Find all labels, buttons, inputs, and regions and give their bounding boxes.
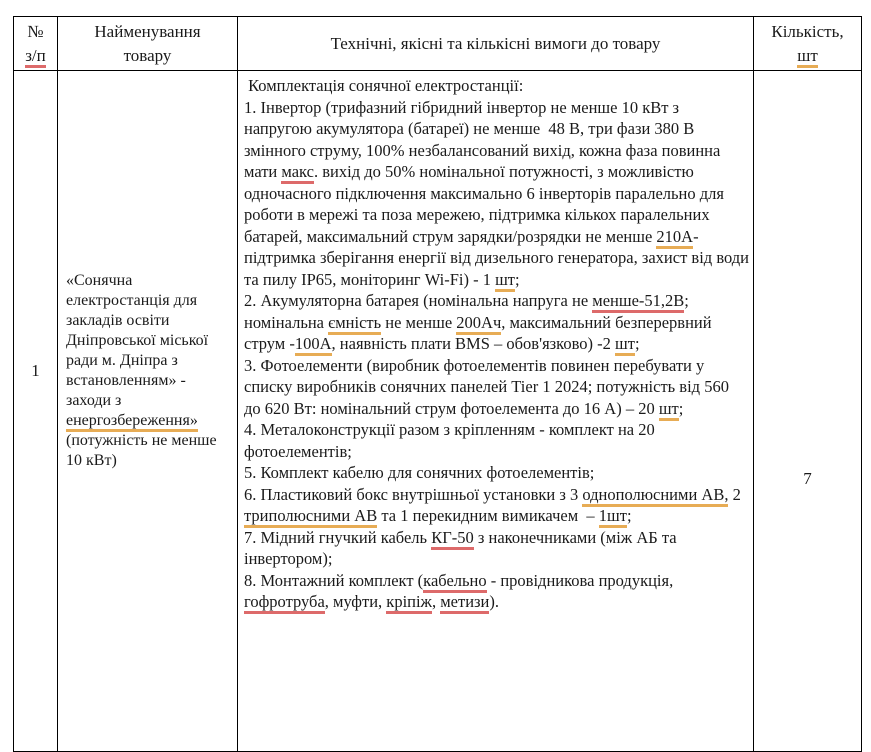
text-paragraph: 3. Фотоелементи (виробник фотоелементів повинен перебувати у списку виробників сонячних панелей Tier 1 2024; потужність від 560 до 620 Вт: номінальний струм фотоелемента до 16 А) – 20 шт; <box>244 355 749 420</box>
row-number-cell: 1 <box>14 71 58 751</box>
quantity-cell: 7 <box>803 469 812 488</box>
underlined-text: шт <box>615 334 635 356</box>
text-paragraph: 8. Монтажний комплект (кабельно - провідникова продукція, гофротруба, муфти, кріпіж, метизи). <box>244 570 749 613</box>
underlined-text: 1шт <box>599 506 627 528</box>
underlined-text: гофротруба <box>244 592 325 614</box>
header-cell-quantity <box>754 17 861 71</box>
text-paragraph: 6. Пластиковий бокс внутрішньої установки з 3 однополюсними АВ, 2 триполюсними АВ та 1 перекидним вимикачем – 1шт; <box>244 484 749 527</box>
underlined-text: енергозбереження» <box>66 412 198 432</box>
text-paragraph: № <box>27 21 44 41</box>
text-paragraph: 5. Комплект кабелю для сонячних фотоелементів; <box>244 463 595 482</box>
text-paragraph: 4. Металоконструкції разом з кріпленням - комплект на 20 фотоелементів; <box>244 420 659 461</box>
underlined-text: з/п <box>25 46 46 68</box>
header-cell-requirements <box>238 17 754 71</box>
underlined-text: триполюсними АВ <box>244 506 377 528</box>
underlined-text: кріпіж <box>386 592 432 614</box>
text-paragraph: 1. Інвертор (трифазний гібридний інвертор не менше 10 кВт з напругою акумулятора (батареї) не менше 48 В, три фази 380 В змінного струму, 100% незбалансований вихід, кожна фаза повинна мати макс. вихід до 50% номінальної потужності, з можливістю одночасного підключення максимально 6 інверторів паралельно для роботи в мережі та поза мережею, підтримка кількох паралельних батарей, максимальний струм зарядки/розрядки не менше 210А- підтримка зберігання енергії від дизельного генератора, захист від води та пилу IP65, моніторинг Wi-Fi) - 1 шт; <box>244 97 749 291</box>
text-paragraph: 2. Акумуляторна батарея (номінальна напруга не менше-51,2В; номінальна ємність не менше 200Ач, максимальний безперервний струм -100А, наявність плати BMS – обов'язково) -2 шт; <box>244 290 749 355</box>
text-paragraph: Кількість, <box>771 21 844 41</box>
underlined-text: шт <box>659 399 679 421</box>
text-paragraph: Технічні, якісні та кількісні вимоги до товару <box>330 33 661 53</box>
underlined-text: менше-51,2В <box>592 291 684 313</box>
underlined-text: метизи <box>440 592 489 614</box>
header-cell-row-number <box>14 17 58 71</box>
underlined-text: 100А <box>295 334 332 356</box>
underlined-text: шт <box>495 270 515 292</box>
text-paragraph: «Сонячна електростанція для закладів освіти Дніпровської міської ради м. Дніпра з встановленням» - заходи з енергозбереження» (потужність не менше 10 кВт) <box>66 272 221 469</box>
header-cell-item-name <box>58 17 238 71</box>
text-paragraph: 7. Мідний гнучкий кабель КГ-50 з наконечниками (між АБ та інвертором); <box>244 527 681 568</box>
underlined-text: шт <box>797 46 818 68</box>
requirements-cell <box>238 71 754 751</box>
underlined-text: однополюсними АВ, <box>582 485 728 507</box>
underlined-text: 210А <box>656 227 693 249</box>
underlined-text: КГ-50 <box>431 528 474 550</box>
item-name-cell <box>58 71 238 751</box>
underlined-text: макс <box>281 162 314 184</box>
text-paragraph <box>797 44 818 68</box>
underlined-text: ємність <box>328 313 381 335</box>
text-paragraph: Найменування <box>94 21 201 41</box>
underlined-text: 200Ач <box>456 313 501 335</box>
underlined-text: кабельно <box>423 571 486 593</box>
text-paragraph: Комплектація сонячної електростанції: <box>244 76 524 95</box>
specification-table <box>13 16 862 752</box>
text-paragraph <box>25 44 46 68</box>
text-paragraph: товару <box>123 45 172 65</box>
